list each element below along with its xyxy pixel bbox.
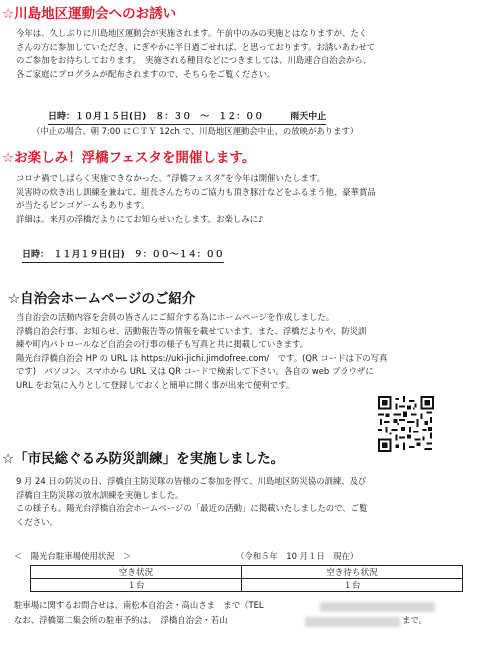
table-row — [31, 566, 463, 579]
meeting-hall-parking-tail: まで。 — [402, 615, 427, 625]
parking-title: ＜ 陽光台駐車場使用状況 ＞ — [14, 551, 132, 561]
sports-day-datetime: 日時：１０月１５日(日) ８：３０ ～ １２：００ 雨天中止 — [48, 111, 326, 125]
parking-contact-line: 駐車場に関するお問合せは、南松本自治会・高山さま まで（TEL — [14, 600, 264, 610]
text-line: 各ご家庭にプログラムが配布されますので、そちらをご覧ください。 — [16, 68, 276, 79]
text-line: のご参加をお待ちしております。 実施される種目などにつきましては、川島連合自治会から、 — [16, 55, 372, 66]
text-line: が当たるビンゴゲームもあります。 — [16, 200, 150, 211]
text-line: 浮橋自治会行事、お知らせ、活動報告等の情報を載せています。また、浮橋だよりや、防災訓 — [16, 325, 367, 336]
text-line: 災害時の炊き出し訓練を兼ねて、組長さんたちのご協力も頂き豚汁などをふるまう他、豪華賞品 — [16, 186, 376, 197]
redacted-contact — [305, 617, 400, 627]
text-line: URL をお気に入りとして登録しておくと簡単に開く事が出来て便利です。 — [16, 379, 295, 390]
table-cell: １台 — [242, 579, 463, 592]
table-row — [31, 579, 463, 592]
text-line: コロナ禍でしばらく実施できなかった、“浮橋フェスタ”を今年は開催いたします。 — [16, 173, 326, 183]
festa-body — [16, 172, 376, 226]
sports-day-body — [16, 27, 375, 81]
text-line: 当自治会の活動内容を会員の皆さんにご紹介する為にホームページを作成しました。 — [16, 312, 335, 322]
table-header-cell: 空き状況 — [31, 566, 242, 579]
section-title-festa: ☆お楽しみ！浮橋フェスタを開催します。 — [2, 150, 256, 166]
text-line: 今年は、久しぶりに川島地区運動会が実施されます。午前中のみの実施とはなりますが、たく — [16, 28, 368, 38]
parking-status-table — [30, 565, 463, 592]
text-line: 詳細は、来月の浮橋だよりにてお知らせいたします。お楽しみに♪ — [16, 213, 264, 224]
text-line: 9 月 24 日の防災の日、浮橋自主防災隊の皆様のご参加を得て、川島地区防災協の訓練、及び — [16, 476, 367, 486]
homepage-qr-code[interactable] — [378, 396, 434, 452]
section-title-disaster-drill: ☆「市民総ぐるみ防災訓練」を実施しました。 — [2, 451, 285, 467]
redacted-phone — [320, 602, 435, 612]
festa-datetime: 日時： １１月１９日(日) ９：００～１４：００ — [22, 249, 224, 263]
table-cell: １台 — [31, 579, 242, 592]
text-line: です) パソコン、スマホから URL 又は QR コードで検索して下さい。各自の web ブラウザに — [16, 366, 374, 377]
section-title-sports-day: ☆川島地区運動会へのお誘い — [2, 6, 177, 22]
text-line: さんの方に参加していただき、にぎやかに半日過ごせれば、と思っております。お誘いあわせて — [16, 41, 376, 52]
text-line: 浮橋自主防災隊の放水訓練を実施しました。 — [16, 489, 184, 500]
text-line: 陽光台浮橋自治会 HP の URL は https://uki-jichi.jimdofree.com/ です。(QR コードは下の写真 — [16, 352, 388, 363]
sports-day-cancel-note: （中止の場合、朝 7:00 にＣＴＹ 12ch で、川島地区運動会中止、の放映があります） — [32, 126, 359, 136]
meeting-hall-parking-line: なお、浮橋第二集会所の駐車予約は、 浮橋自治会・若山 — [14, 615, 228, 625]
text-line: 練や町内パトロールなど自治会の行事の様子も写真と共に掲載していきます。 — [16, 339, 309, 350]
parking-status-date: （令和５年 10 月１日 現在） — [236, 551, 359, 561]
section-title-homepage: ☆自治会ホームページのご紹介 — [8, 291, 196, 307]
text-line: この様子も、陽光台浮橋自治会ホームページの「最近の活動」に掲載いたしましたので、ご覧 — [16, 503, 368, 514]
disaster-drill-body — [16, 475, 367, 529]
homepage-body — [16, 311, 387, 393]
text-line: ください。 — [16, 516, 58, 527]
table-header-cell: 空き待ち状況 — [242, 566, 463, 579]
